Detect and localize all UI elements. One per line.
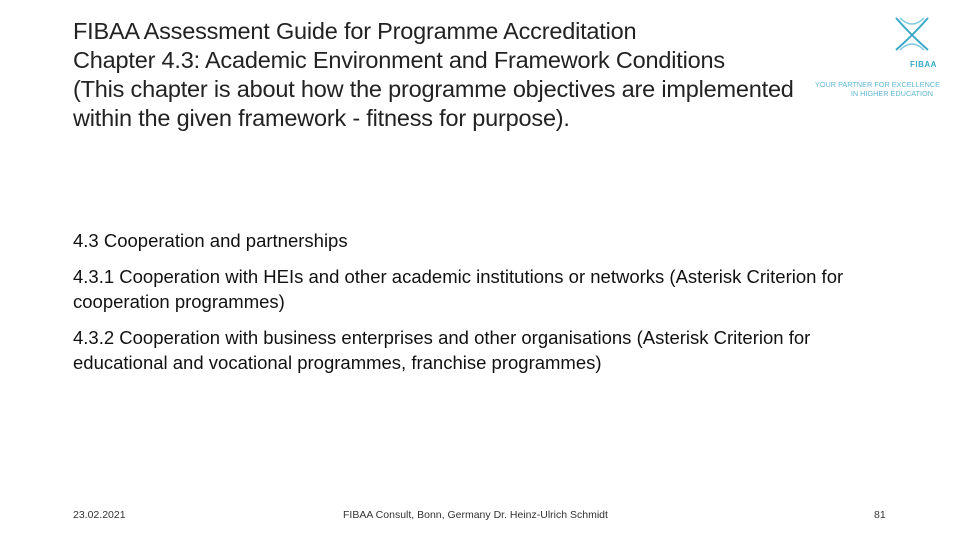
fibaa-logo: [812, 14, 940, 104]
tagline-line: IN HIGHER EDUCATION: [850, 89, 933, 98]
title-line: Chapter 4.3: Academic Environment and Framework Conditions: [73, 47, 725, 73]
page-number: 81: [874, 509, 886, 521]
content-item: 4.3 Cooperation and partnerships: [73, 230, 348, 251]
logo-tagline: [815, 80, 941, 98]
content-item: 4.3.1 Cooperation with HEIs and other academic institutions or networks (Asterisk Criterion for cooperation programmes): [73, 266, 844, 312]
footer-date: 23.02.2021: [73, 509, 126, 521]
content-item: 4.3.2 Cooperation with business enterprises and other organisations (Asterisk Criterion for educational and vocational programmes, franchise programmes): [73, 327, 811, 373]
footer-center: FIBAA Consult, Bonn, Germany Dr. Heinz-Ulrich Schmidt: [343, 509, 608, 521]
fibaa-cross-icon: [892, 14, 932, 54]
logo-brand: FIBAA: [910, 60, 937, 69]
tagline-line: YOUR PARTNER FOR EXCELLENCE: [815, 80, 941, 89]
title-line: (This chapter is about how the programme objectives are implemented: [73, 76, 794, 102]
title-line: within the given framework - fitness for purpose).: [73, 105, 570, 131]
slide-content: [73, 228, 893, 386]
title-line: FIBAA Assessment Guide for Programme Accreditation: [73, 18, 637, 44]
slide-title: [73, 17, 873, 133]
